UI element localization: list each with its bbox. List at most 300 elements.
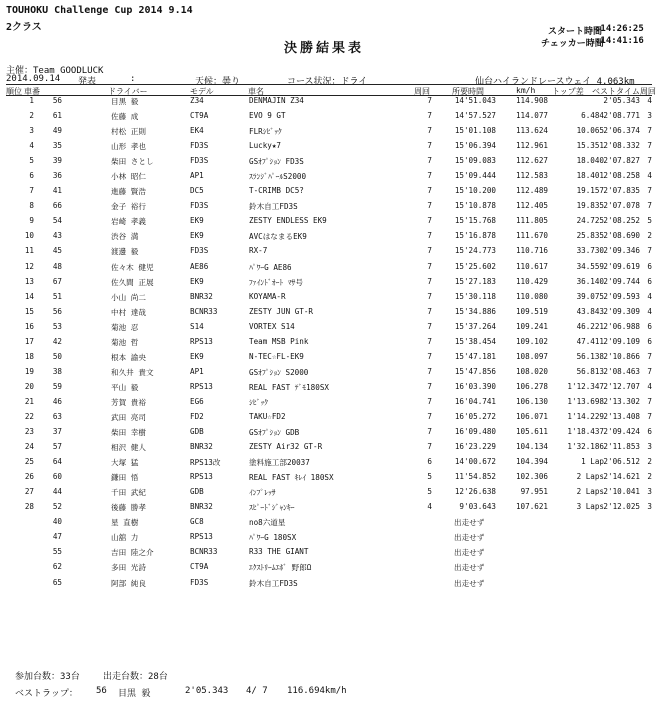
car-number-cell: 42	[52, 336, 62, 346]
col-best: ベストタイム周回	[592, 87, 656, 96]
best-time-cell: 2'08.258	[603, 171, 640, 181]
table-row	[6, 560, 652, 575]
report-date: 2014.09.14	[6, 74, 61, 84]
gap-cell: 56.813	[576, 366, 604, 376]
car-name-cell: FLRｼﾋﾞｯｸ	[249, 127, 282, 137]
did-not-start-cell: 出走せず	[454, 548, 485, 558]
car-number-cell: 40	[52, 517, 62, 527]
position-cell: 9	[29, 216, 34, 226]
best-time-cell: 2'14.621	[603, 472, 640, 482]
table-row	[6, 109, 652, 124]
model-cell: EK9	[190, 351, 204, 361]
table-row	[6, 214, 652, 229]
best-lap-lap: 4/ 7	[246, 686, 268, 696]
total-time-cell: 15'47.856	[454, 366, 496, 376]
gap-cell: 19.835	[576, 201, 604, 211]
did-not-start-cell: 出走せず	[454, 533, 485, 543]
best-lap-speed: 116.694km/h	[287, 686, 347, 696]
driver-cell: 千田 武紀	[111, 488, 146, 498]
gap-cell: 47.411	[576, 336, 604, 346]
car-name-cell: REAL FAST ﾃﾞﾓ180SX	[249, 382, 329, 392]
total-time-cell: 16'03.390	[454, 381, 496, 391]
speed-cell: 114.908	[515, 96, 548, 105]
weather: 天候：曇り	[195, 77, 241, 87]
best-lap-driver: 目黒 毅	[118, 689, 151, 699]
total-time-cell: 15'09.083	[454, 156, 496, 166]
results-table	[6, 94, 652, 591]
gap-cell: 2 Laps	[576, 487, 604, 497]
laps-cell: 7	[427, 427, 432, 437]
position-cell: 2	[29, 111, 34, 121]
best-time-cell: 2'09.619	[603, 261, 640, 271]
total-time-cell: 16'09.480	[454, 427, 496, 437]
gap-cell: 33.730	[576, 246, 604, 256]
laps-cell: 7	[427, 246, 432, 256]
speed-cell: 108.097	[515, 351, 548, 361]
speed-cell: 102.306	[515, 472, 548, 482]
laps-cell: 7	[427, 291, 432, 301]
gap-cell: 2 Laps	[576, 472, 604, 482]
table-row	[6, 139, 652, 154]
speed-cell: 110.617	[515, 261, 548, 271]
col-gap: トップ差	[552, 87, 584, 96]
best-lap-cell: 3	[647, 442, 652, 452]
driver-cell: 相沢 健人	[111, 443, 146, 453]
model-cell: FD3S	[190, 577, 209, 587]
table-row	[6, 124, 652, 139]
table-row	[6, 530, 652, 545]
gap-cell: 25.835	[576, 231, 604, 241]
position-cell: 4	[29, 141, 34, 151]
car-number-cell: 54	[52, 216, 62, 226]
model-cell: EK9	[190, 276, 204, 286]
car-number-cell: 52	[52, 502, 62, 512]
gap-cell: 43.843	[576, 306, 604, 316]
laps-cell: 7	[427, 216, 432, 226]
car-name-cell: ｴｸｽﾄﾘｰﾑｴﾎﾞ 野郎Ω	[249, 563, 312, 573]
model-cell: GC8	[190, 517, 204, 527]
table-row	[6, 305, 652, 320]
car-name-cell: R33 THE GIANT	[249, 547, 309, 557]
driver-cell: 阿部 純良	[111, 578, 146, 588]
best-lap-cell: 5	[647, 216, 652, 226]
total-time-cell: 15'10.878	[454, 201, 496, 211]
car-name-cell: 鈴木自工FD3S	[249, 578, 298, 588]
table-row	[6, 485, 652, 500]
starters-count: 出走台数：28台	[103, 672, 168, 682]
model-cell: BNR32	[190, 291, 213, 301]
car-number-cell: 49	[52, 126, 62, 136]
model-cell: FD3S	[190, 201, 209, 211]
table-row	[6, 455, 652, 470]
best-lap-cell: 7	[647, 141, 652, 151]
position-cell: 20	[24, 381, 34, 391]
driver-cell: 山形 孝也	[111, 142, 146, 152]
best-time-cell: 2'08.252	[603, 216, 640, 226]
model-cell: FD3S	[190, 141, 209, 151]
car-name-cell: 塗料施工部20037	[249, 458, 310, 468]
position-cell: 1	[29, 96, 34, 105]
gap-cell: 1 Lap	[581, 457, 604, 467]
table-row	[6, 500, 652, 515]
car-number-cell: 59	[52, 381, 62, 391]
best-lap-cell: 3	[647, 111, 652, 121]
best-time-cell: 2'12.707	[603, 381, 640, 391]
total-time-cell: 14'00.672	[454, 457, 496, 467]
car-name-cell: GSｵﾌﾟｼｮﾝ FD3S	[249, 157, 304, 167]
car-name-cell: DENMAJIN Z34	[249, 96, 304, 105]
model-cell: EK4	[190, 126, 204, 136]
driver-cell: 大塚 猛	[111, 458, 139, 468]
gap-cell: 46.221	[576, 321, 604, 331]
model-cell: CT9A	[190, 111, 209, 121]
speed-cell: 109.519	[515, 306, 548, 316]
total-time-cell: 12'26.638	[454, 487, 496, 497]
total-time-cell: 16'05.272	[454, 411, 496, 421]
laps-cell: 7	[427, 442, 432, 452]
did-not-start-cell: 出走せず	[454, 578, 485, 588]
gap-cell: 10.065	[576, 126, 604, 136]
car-number-cell: 66	[52, 201, 62, 211]
driver-cell: 進藤 賢浩	[111, 187, 146, 197]
driver-cell: 柴田 さとし	[111, 157, 154, 167]
model-cell: Z34	[190, 96, 204, 105]
model-cell: FD3S	[190, 246, 209, 256]
total-time-cell: 15'27.183	[454, 276, 496, 286]
best-time-cell: 2'07.078	[603, 201, 640, 211]
car-number-cell: 44	[52, 487, 62, 497]
total-time-cell: 15'38.454	[454, 336, 496, 346]
table-row	[6, 320, 652, 335]
best-lap-cell: 3	[647, 502, 652, 512]
car-name-cell: N-TEC☆FL-EK9	[249, 351, 304, 361]
laps-cell: 7	[427, 261, 432, 271]
driver-cell: 平山 毅	[111, 382, 139, 392]
model-cell: BNR32	[190, 442, 213, 452]
car-name-cell: GSｵﾌﾟｼｮﾝ S2000	[249, 367, 309, 377]
position-cell: 16	[24, 321, 34, 331]
start-time-label: スタート時間	[548, 27, 603, 37]
did-not-start-cell: 出走せず	[454, 518, 485, 528]
model-cell: BCNR33	[190, 547, 218, 557]
best-time-cell: 2'05.343	[603, 96, 640, 105]
table-row	[6, 169, 652, 184]
driver-cell: 和久井 貴文	[111, 367, 154, 377]
position-cell: 10	[24, 231, 34, 241]
col-speed: km/h	[516, 86, 536, 95]
entries-count: 参加台数：33台	[15, 672, 80, 682]
position-cell: 23	[24, 427, 34, 437]
speed-cell: 106.130	[515, 396, 548, 406]
table-row	[6, 275, 652, 290]
car-number-cell: 56	[52, 306, 62, 316]
driver-cell: 柴田 幸樹	[111, 428, 146, 438]
car-name-cell: ZESTY Air32 GT-R	[249, 442, 323, 452]
model-cell: RPS13改	[190, 458, 221, 468]
model-cell: AP1	[190, 171, 204, 181]
model-cell: EG6	[190, 396, 204, 406]
col-model: モデル	[190, 87, 214, 96]
car-name-cell: ｲﾝﾌﾟﾚｯｻ	[249, 488, 276, 498]
driver-cell: 村松 正則	[111, 127, 146, 137]
table-row	[6, 335, 652, 350]
car-number-cell: 67	[52, 276, 62, 286]
driver-cell: 武田 亮司	[111, 412, 146, 422]
best-time-cell: 2'10.041	[603, 487, 640, 497]
driver-cell: 菊池 哲	[111, 337, 139, 347]
gap-cell: 1'32.186	[567, 442, 604, 452]
speed-cell: 110.429	[515, 276, 548, 286]
driver-cell: 後藤 勝孝	[111, 503, 146, 513]
table-row	[6, 470, 652, 485]
divider-top	[6, 84, 652, 85]
car-number-cell: 64	[52, 457, 62, 467]
driver-cell: 渡邊 毅	[111, 247, 139, 257]
laps-cell: 6	[427, 457, 432, 467]
laps-cell: 7	[427, 201, 432, 211]
gap-cell: 36.140	[576, 276, 604, 286]
model-cell: S14	[190, 321, 204, 331]
total-time-cell: 15'25.602	[454, 261, 496, 271]
speed-cell: 107.621	[515, 502, 548, 512]
best-lap-cell: 2	[647, 231, 652, 241]
best-lap-label: ベストラップ：	[15, 689, 78, 699]
driver-cell: 佐久間 正展	[111, 277, 154, 287]
driver-cell: 吉田 陸之介	[111, 548, 154, 558]
position-cell: 3	[29, 126, 34, 136]
table-row	[6, 199, 652, 214]
car-name-cell: Team MSB Pink	[249, 336, 309, 346]
total-time-cell: 15'47.181	[454, 351, 496, 361]
position-cell: 18	[24, 351, 34, 361]
best-lap-cell: 6	[647, 261, 652, 271]
speed-cell: 108.020	[515, 366, 548, 376]
table-row	[6, 440, 652, 455]
laps-cell: 7	[427, 156, 432, 166]
total-time-cell: 16'04.741	[454, 396, 496, 406]
laps-cell: 7	[427, 141, 432, 151]
table-row	[6, 515, 652, 530]
table-row	[6, 425, 652, 440]
best-time-cell: 2'06.512	[603, 457, 640, 467]
best-lap-cell: 3	[647, 487, 652, 497]
car-number-cell: 65	[52, 577, 62, 587]
car-number-cell: 37	[52, 427, 62, 437]
car-number-cell: 39	[52, 156, 62, 166]
car-number-cell: 35	[52, 141, 62, 151]
position-cell: 12	[24, 261, 34, 271]
car-number-cell: 36	[52, 171, 62, 181]
speed-cell: 97.951	[520, 487, 548, 497]
speed-cell: 112.627	[515, 156, 548, 166]
model-cell: EK9	[190, 216, 204, 226]
table-row	[6, 154, 652, 169]
gap-cell: 34.559	[576, 261, 604, 271]
col-driver: ドライバー	[108, 87, 148, 96]
driver-cell: 菊池 忍	[111, 322, 139, 332]
car-number-cell: 38	[52, 366, 62, 376]
driver-cell: 岩崎 孝義	[111, 217, 146, 227]
table-row	[6, 545, 652, 560]
driver-cell: 根本 諭央	[111, 352, 146, 362]
table-row	[6, 576, 652, 591]
car-number-cell: 56	[52, 96, 62, 105]
laps-cell: 7	[427, 231, 432, 241]
laps-cell: 7	[427, 366, 432, 376]
table-row	[6, 410, 652, 425]
model-cell: RPS13	[190, 472, 213, 482]
best-time-cell: 2'12.025	[603, 502, 640, 512]
car-number-cell: 60	[52, 472, 62, 482]
total-time-cell: 11'54.852	[454, 472, 496, 482]
model-cell: RPS13	[190, 336, 213, 346]
laps-cell: 4	[427, 502, 432, 512]
table-row	[6, 290, 652, 305]
best-lap-cell: 4	[647, 381, 652, 391]
total-time-cell: 15'16.878	[454, 231, 496, 241]
position-cell: 21	[24, 396, 34, 406]
best-time-cell: 2'09.593	[603, 291, 640, 301]
car-number-cell: 45	[52, 246, 62, 256]
speed-cell: 112.489	[515, 186, 548, 196]
best-lap-cell: 7	[647, 186, 652, 196]
start-time-value: :14:26:25	[595, 24, 644, 34]
speed-cell: 109.241	[515, 321, 548, 331]
driver-cell: 金子 裕行	[111, 202, 146, 212]
speed-cell: 104.134	[515, 442, 548, 452]
speed-cell: 111.805	[515, 216, 548, 226]
col-pos: 順位	[6, 87, 22, 96]
driver-cell: 目黒 毅	[111, 97, 139, 106]
announce-label: 発表	[78, 77, 97, 87]
laps-cell: 7	[427, 336, 432, 346]
table-row	[6, 395, 652, 410]
driver-cell: 佐々木 健児	[111, 262, 154, 272]
car-name-cell: ｽﾗﾝｼﾞﾊﾟｰﾙS2000	[249, 172, 307, 182]
model-cell: GDB	[190, 427, 204, 437]
position-cell: 8	[29, 201, 34, 211]
speed-cell: 114.077	[515, 111, 548, 121]
best-lap-cell: 7	[647, 156, 652, 166]
car-name-cell: REAL FAST ｷﾚｲ 180SX	[249, 473, 334, 483]
best-time-cell: 2'08.771	[603, 111, 640, 121]
position-cell: 27	[24, 487, 34, 497]
course-condition: コース状況：ドライ	[287, 77, 368, 87]
total-time-cell: 15'10.200	[454, 186, 496, 196]
position-cell: 7	[29, 186, 34, 196]
car-number-cell: 46	[52, 396, 62, 406]
car-number-cell: 48	[52, 261, 62, 271]
car-name-cell: ZESTY ENDLESS EK9	[249, 216, 327, 226]
driver-cell: 多田 光詩	[111, 563, 146, 573]
gap-cell: 19.157	[576, 186, 604, 196]
model-cell: CT9A	[190, 562, 209, 572]
col-time: 所要時間	[452, 87, 484, 96]
checker-time-value: :14:41:16	[595, 36, 644, 46]
speed-cell: 106.071	[515, 411, 548, 421]
position-cell: 13	[24, 276, 34, 286]
gap-cell: 18.401	[576, 171, 604, 181]
best-lap-cell: 2	[647, 472, 652, 482]
car-name-cell: 鈴木自工FD3S	[249, 202, 298, 212]
col-num: 車番	[24, 87, 40, 96]
car-number-cell: 53	[52, 321, 62, 331]
laps-cell: 7	[427, 96, 432, 105]
best-lap-cell: 2	[647, 457, 652, 467]
table-row	[6, 380, 652, 395]
car-name-cell: GSｵﾌﾟｼｮﾝ GDB	[249, 428, 300, 438]
speed-cell: 110.716	[515, 246, 548, 256]
position-cell: 11	[24, 246, 34, 256]
laps-cell: 5	[427, 487, 432, 497]
best-lap-cell: 7	[647, 126, 652, 136]
circuit-name: 仙台ハイランドレースウェイ 4.063km	[475, 77, 635, 87]
laps-cell: 7	[427, 351, 432, 361]
car-name-cell: ﾊﾟﾜｰG 180SX	[249, 533, 297, 543]
model-cell: RPS13	[190, 532, 213, 542]
best-time-cell: 2'07.835	[603, 186, 640, 196]
car-number-cell: 62	[52, 562, 62, 572]
best-lap-cell: 7	[647, 396, 652, 406]
best-time-cell: 2'09.744	[603, 276, 640, 286]
car-name-cell: ZESTY JUN GT-R	[249, 306, 314, 316]
speed-cell: 106.278	[515, 381, 548, 391]
best-time-cell: 2'09.346	[603, 246, 640, 256]
position-cell: 24	[24, 442, 34, 452]
best-time-cell: 2'08.463	[603, 366, 640, 376]
car-number-cell: 50	[52, 351, 62, 361]
gap-cell: 1'13.698	[567, 396, 604, 406]
car-name-cell: KOYAMA-R	[249, 291, 286, 301]
best-time-cell: 2'06.374	[603, 126, 640, 136]
laps-cell: 7	[427, 186, 432, 196]
car-name-cell: VORTEX S14	[249, 321, 295, 331]
best-time-cell: 2'13.408	[603, 411, 640, 421]
table-row	[6, 260, 652, 275]
best-time-cell: 2'09.424	[603, 427, 640, 437]
speed-cell: 111.670	[515, 231, 548, 241]
speed-cell: 112.961	[515, 141, 548, 151]
total-time-cell: 16'23.229	[454, 442, 496, 452]
total-time-cell: 15'24.773	[454, 246, 496, 256]
driver-cell: 小山 尚二	[111, 292, 146, 302]
model-cell: GDB	[190, 487, 204, 497]
best-lap-cell: 7	[647, 366, 652, 376]
table-row	[6, 350, 652, 365]
car-number-cell: 51	[52, 291, 62, 301]
driver-cell: 星 直樹	[111, 518, 139, 528]
organizer: 主催：Team GOODLUCK	[6, 66, 104, 76]
position-cell: 6	[29, 171, 34, 181]
best-lap-cell: 6	[647, 321, 652, 331]
gap-cell: 39.075	[576, 291, 604, 301]
car-number-cell: 61	[52, 111, 62, 121]
best-lap-cell: 6	[647, 427, 652, 437]
position-cell: 26	[24, 472, 34, 482]
gap-cell: 15.351	[576, 141, 604, 151]
model-cell: RPS13	[190, 381, 213, 391]
best-time-cell: 2'09.309	[603, 306, 640, 316]
driver-cell: 鎌田 悟	[111, 473, 139, 483]
laps-cell: 7	[427, 396, 432, 406]
model-cell: BNR32	[190, 502, 213, 512]
table-row	[6, 229, 652, 244]
car-number-cell: 41	[52, 186, 62, 196]
car-name-cell: ﾌｧｲﾝﾄﾞｵｰﾄ ﾏｻ号	[249, 277, 303, 287]
total-time-cell: 15'30.118	[454, 291, 496, 301]
laps-cell: 7	[427, 276, 432, 286]
best-time-cell: 2'09.109	[603, 336, 640, 346]
